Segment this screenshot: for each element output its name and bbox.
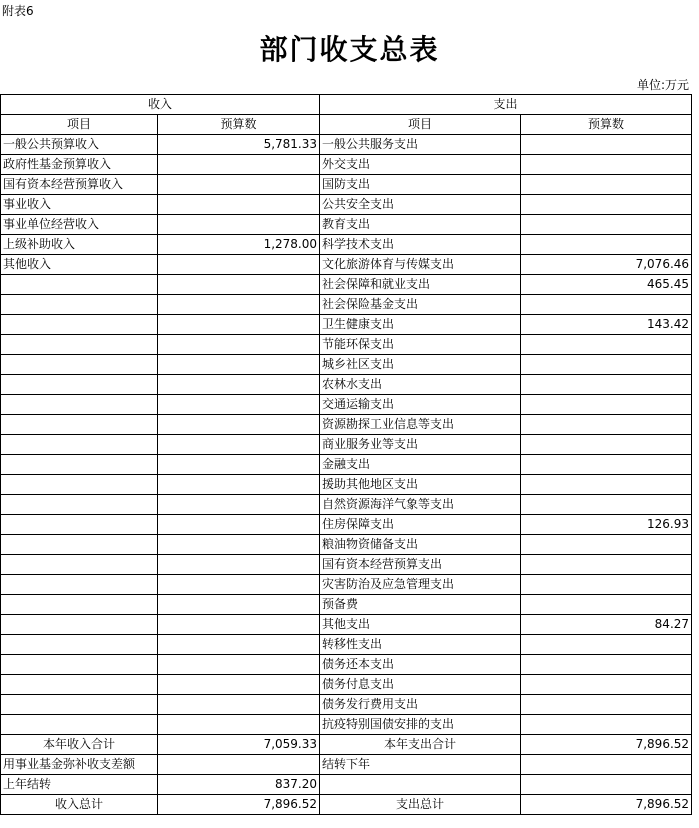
expense-amount-cell xyxy=(521,155,692,175)
expense-amount-cell xyxy=(521,695,692,715)
expense-item-header: 项目 xyxy=(320,115,521,135)
table-row xyxy=(1,695,692,715)
income-amount-cell xyxy=(158,595,320,615)
income-amount-cell xyxy=(158,475,320,495)
income-amount-cell: 1,278.00 xyxy=(158,235,320,255)
expense-item-cell: 债务发行费用支出 xyxy=(320,695,521,715)
expense-amount-cell xyxy=(521,235,692,255)
income-amount-cell xyxy=(158,335,320,355)
fund-row xyxy=(1,755,692,775)
income-amount-cell xyxy=(158,655,320,675)
expense-amount-cell xyxy=(521,575,692,595)
income-item-cell xyxy=(1,635,158,655)
expense-amount-cell xyxy=(521,435,692,455)
expense-item-cell: 节能环保支出 xyxy=(320,335,521,355)
table-row xyxy=(1,235,692,255)
income-amount-cell xyxy=(158,395,320,415)
expense-item-cell: 一般公共服务支出 xyxy=(320,135,521,155)
expense-amount-cell xyxy=(521,395,692,415)
income-amount-cell xyxy=(158,295,320,315)
empty-cell xyxy=(521,775,692,795)
income-item-cell xyxy=(1,275,158,295)
prev-carry-label: 上年结转 xyxy=(1,775,158,795)
expense-total-label: 支出总计 xyxy=(320,795,521,815)
income-item-cell: 政府性基金预算收入 xyxy=(1,155,158,175)
expense-amount-cell xyxy=(521,595,692,615)
expense-item-cell: 金融支出 xyxy=(320,455,521,475)
expense-item-cell: 社会保险基金支出 xyxy=(320,295,521,315)
table-row xyxy=(1,515,692,535)
expense-item-cell: 外交支出 xyxy=(320,155,521,175)
income-amount-cell xyxy=(158,555,320,575)
income-amount-cell xyxy=(158,635,320,655)
income-item-cell: 其他收入 xyxy=(1,255,158,275)
expense-amount-cell xyxy=(521,135,692,155)
expense-amount-cell xyxy=(521,215,692,235)
expense-amount-cell: 7,076.46 xyxy=(521,255,692,275)
income-item-cell xyxy=(1,655,158,675)
table-row xyxy=(1,595,692,615)
budget-table xyxy=(0,94,692,815)
income-item-cell xyxy=(1,455,158,475)
expense-item-cell: 资源勘探工业信息等支出 xyxy=(320,415,521,435)
income-item-cell xyxy=(1,715,158,735)
table-row xyxy=(1,255,692,275)
expense-amount-cell xyxy=(521,195,692,215)
table-row xyxy=(1,295,692,315)
table-row xyxy=(1,135,692,155)
income-amount-cell xyxy=(158,435,320,455)
expense-header: 支出 xyxy=(320,95,692,115)
income-item-cell xyxy=(1,595,158,615)
table-row xyxy=(1,215,692,235)
expense-amount-cell xyxy=(521,675,692,695)
income-item-cell xyxy=(1,295,158,315)
expense-item-cell: 卫生健康支出 xyxy=(320,315,521,335)
expense-item-cell: 科学技术支出 xyxy=(320,235,521,255)
income-amount-cell xyxy=(158,195,320,215)
expense-amount-cell: 465.45 xyxy=(521,275,692,295)
expense-item-cell: 抗疫特别国债安排的支出 xyxy=(320,715,521,735)
table-row xyxy=(1,155,692,175)
income-item-cell xyxy=(1,335,158,355)
year-income-amount: 7,059.33 xyxy=(158,735,320,755)
table-row xyxy=(1,615,692,635)
table-row xyxy=(1,395,692,415)
expense-amount-cell xyxy=(521,495,692,515)
expense-item-cell: 国有资本经营预算支出 xyxy=(320,555,521,575)
table-row xyxy=(1,495,692,515)
income-amount-cell xyxy=(158,695,320,715)
income-item-cell xyxy=(1,395,158,415)
income-amount-cell xyxy=(158,575,320,595)
expense-item-cell: 商业服务业等支出 xyxy=(320,435,521,455)
expense-amount-cell xyxy=(521,295,692,315)
expense-item-cell: 转移性支出 xyxy=(320,635,521,655)
expense-amount-cell xyxy=(521,535,692,555)
income-item-header: 项目 xyxy=(1,115,158,135)
table-row xyxy=(1,675,692,695)
table-row xyxy=(1,175,692,195)
income-amount-cell xyxy=(158,255,320,275)
table-row xyxy=(1,315,692,335)
expense-item-cell: 文化旅游体育与传媒支出 xyxy=(320,255,521,275)
prev-carry-row xyxy=(1,775,692,795)
fund-amount xyxy=(158,755,320,775)
expense-item-cell: 国防支出 xyxy=(320,175,521,195)
expense-item-cell: 灾害防治及应急管理支出 xyxy=(320,575,521,595)
income-item-cell xyxy=(1,355,158,375)
table-row xyxy=(1,535,692,555)
table-row xyxy=(1,635,692,655)
expense-item-cell: 预备费 xyxy=(320,595,521,615)
expense-item-cell: 社会保障和就业支出 xyxy=(320,275,521,295)
income-item-cell xyxy=(1,495,158,515)
expense-amount-cell xyxy=(521,335,692,355)
empty-cell xyxy=(320,775,521,795)
fund-label: 用事业基金弥补收支差额 xyxy=(1,755,158,775)
income-amount-cell xyxy=(158,155,320,175)
expense-amount-cell: 84.27 xyxy=(521,615,692,635)
income-total-label: 收入总计 xyxy=(1,795,158,815)
expense-total-amount: 7,896.52 xyxy=(521,795,692,815)
expense-amount-cell: 126.93 xyxy=(521,515,692,535)
expense-item-cell: 住房保障支出 xyxy=(320,515,521,535)
attachment-label: 附表6 xyxy=(2,4,34,18)
expense-amount-cell xyxy=(521,455,692,475)
table-row xyxy=(1,195,692,215)
expense-item-cell: 教育支出 xyxy=(320,215,521,235)
expense-amount-cell xyxy=(521,655,692,675)
expense-item-cell: 城乡社区支出 xyxy=(320,355,521,375)
table-row xyxy=(1,475,692,495)
expense-item-cell: 自然资源海洋气象等支出 xyxy=(320,495,521,515)
income-item-cell xyxy=(1,695,158,715)
expense-amount-cell xyxy=(521,555,692,575)
expense-item-cell: 公共安全支出 xyxy=(320,195,521,215)
page-title: 部门收支总表 xyxy=(259,33,440,66)
expense-amount-cell xyxy=(521,375,692,395)
expense-item-cell: 其他支出 xyxy=(320,615,521,635)
income-item-cell xyxy=(1,575,158,595)
income-item-cell xyxy=(1,615,158,635)
expense-amount-cell xyxy=(521,415,692,435)
income-item-cell: 国有资本经营预算收入 xyxy=(1,175,158,195)
table-row xyxy=(1,335,692,355)
expense-amount-cell xyxy=(521,475,692,495)
grand-total-row xyxy=(1,795,692,815)
income-amount-cell xyxy=(158,675,320,695)
expense-item-cell: 债务付息支出 xyxy=(320,675,521,695)
income-total-amount: 7,896.52 xyxy=(158,795,320,815)
income-amount-cell xyxy=(158,315,320,335)
unit-label: 单位:万元 xyxy=(636,78,689,92)
expense-item-cell: 援助其他地区支出 xyxy=(320,475,521,495)
income-amount-cell xyxy=(158,535,320,555)
income-item-cell xyxy=(1,535,158,555)
income-amount-cell xyxy=(158,275,320,295)
income-item-cell: 事业收入 xyxy=(1,195,158,215)
expense-item-cell: 债务还本支出 xyxy=(320,655,521,675)
expense-amount-cell xyxy=(521,635,692,655)
income-amount-cell xyxy=(158,415,320,435)
income-amount-cell xyxy=(158,615,320,635)
income-amount-cell xyxy=(158,455,320,475)
income-header: 收入 xyxy=(1,95,320,115)
table-row xyxy=(1,415,692,435)
carry-down-label: 结转下年 xyxy=(320,755,521,775)
expense-amount-cell xyxy=(521,175,692,195)
income-amount-cell xyxy=(158,355,320,375)
income-item-cell xyxy=(1,435,158,455)
table-row xyxy=(1,275,692,295)
income-item-cell xyxy=(1,415,158,435)
year-expense-amount: 7,896.52 xyxy=(521,735,692,755)
income-amount-cell xyxy=(158,175,320,195)
income-item-cell xyxy=(1,675,158,695)
year-total-row xyxy=(1,735,692,755)
income-item-cell xyxy=(1,475,158,495)
carry-down-amount xyxy=(521,755,692,775)
year-income-label: 本年收入合计 xyxy=(1,735,158,755)
expense-amount-cell: 143.42 xyxy=(521,315,692,335)
income-amount-cell: 5,781.33 xyxy=(158,135,320,155)
income-amount-cell xyxy=(158,375,320,395)
expense-item-cell: 农林水支出 xyxy=(320,375,521,395)
income-item-cell xyxy=(1,375,158,395)
table-row xyxy=(1,715,692,735)
expense-budget-header: 预算数 xyxy=(521,115,692,135)
income-item-cell: 一般公共预算收入 xyxy=(1,135,158,155)
income-item-cell xyxy=(1,515,158,535)
income-amount-cell xyxy=(158,515,320,535)
income-item-cell: 上级补助收入 xyxy=(1,235,158,255)
table-row xyxy=(1,655,692,675)
income-amount-cell xyxy=(158,715,320,735)
table-row xyxy=(1,455,692,475)
table-row xyxy=(1,435,692,455)
table-row xyxy=(1,575,692,595)
expense-item-cell: 交通运输支出 xyxy=(320,395,521,415)
year-expense-label: 本年支出合计 xyxy=(320,735,521,755)
table-row xyxy=(1,555,692,575)
income-amount-cell xyxy=(158,215,320,235)
expense-amount-cell xyxy=(521,715,692,735)
income-amount-cell xyxy=(158,495,320,515)
income-item-cell xyxy=(1,315,158,335)
income-item-cell: 事业单位经营收入 xyxy=(1,215,158,235)
prev-carry-amount: 837.20 xyxy=(158,775,320,795)
income-item-cell xyxy=(1,555,158,575)
table-row xyxy=(1,355,692,375)
expense-amount-cell xyxy=(521,355,692,375)
income-budget-header: 预算数 xyxy=(158,115,320,135)
column-header-row xyxy=(1,115,692,135)
table-row xyxy=(1,375,692,395)
group-header-row xyxy=(1,95,692,115)
expense-item-cell: 粮油物资储备支出 xyxy=(320,535,521,555)
